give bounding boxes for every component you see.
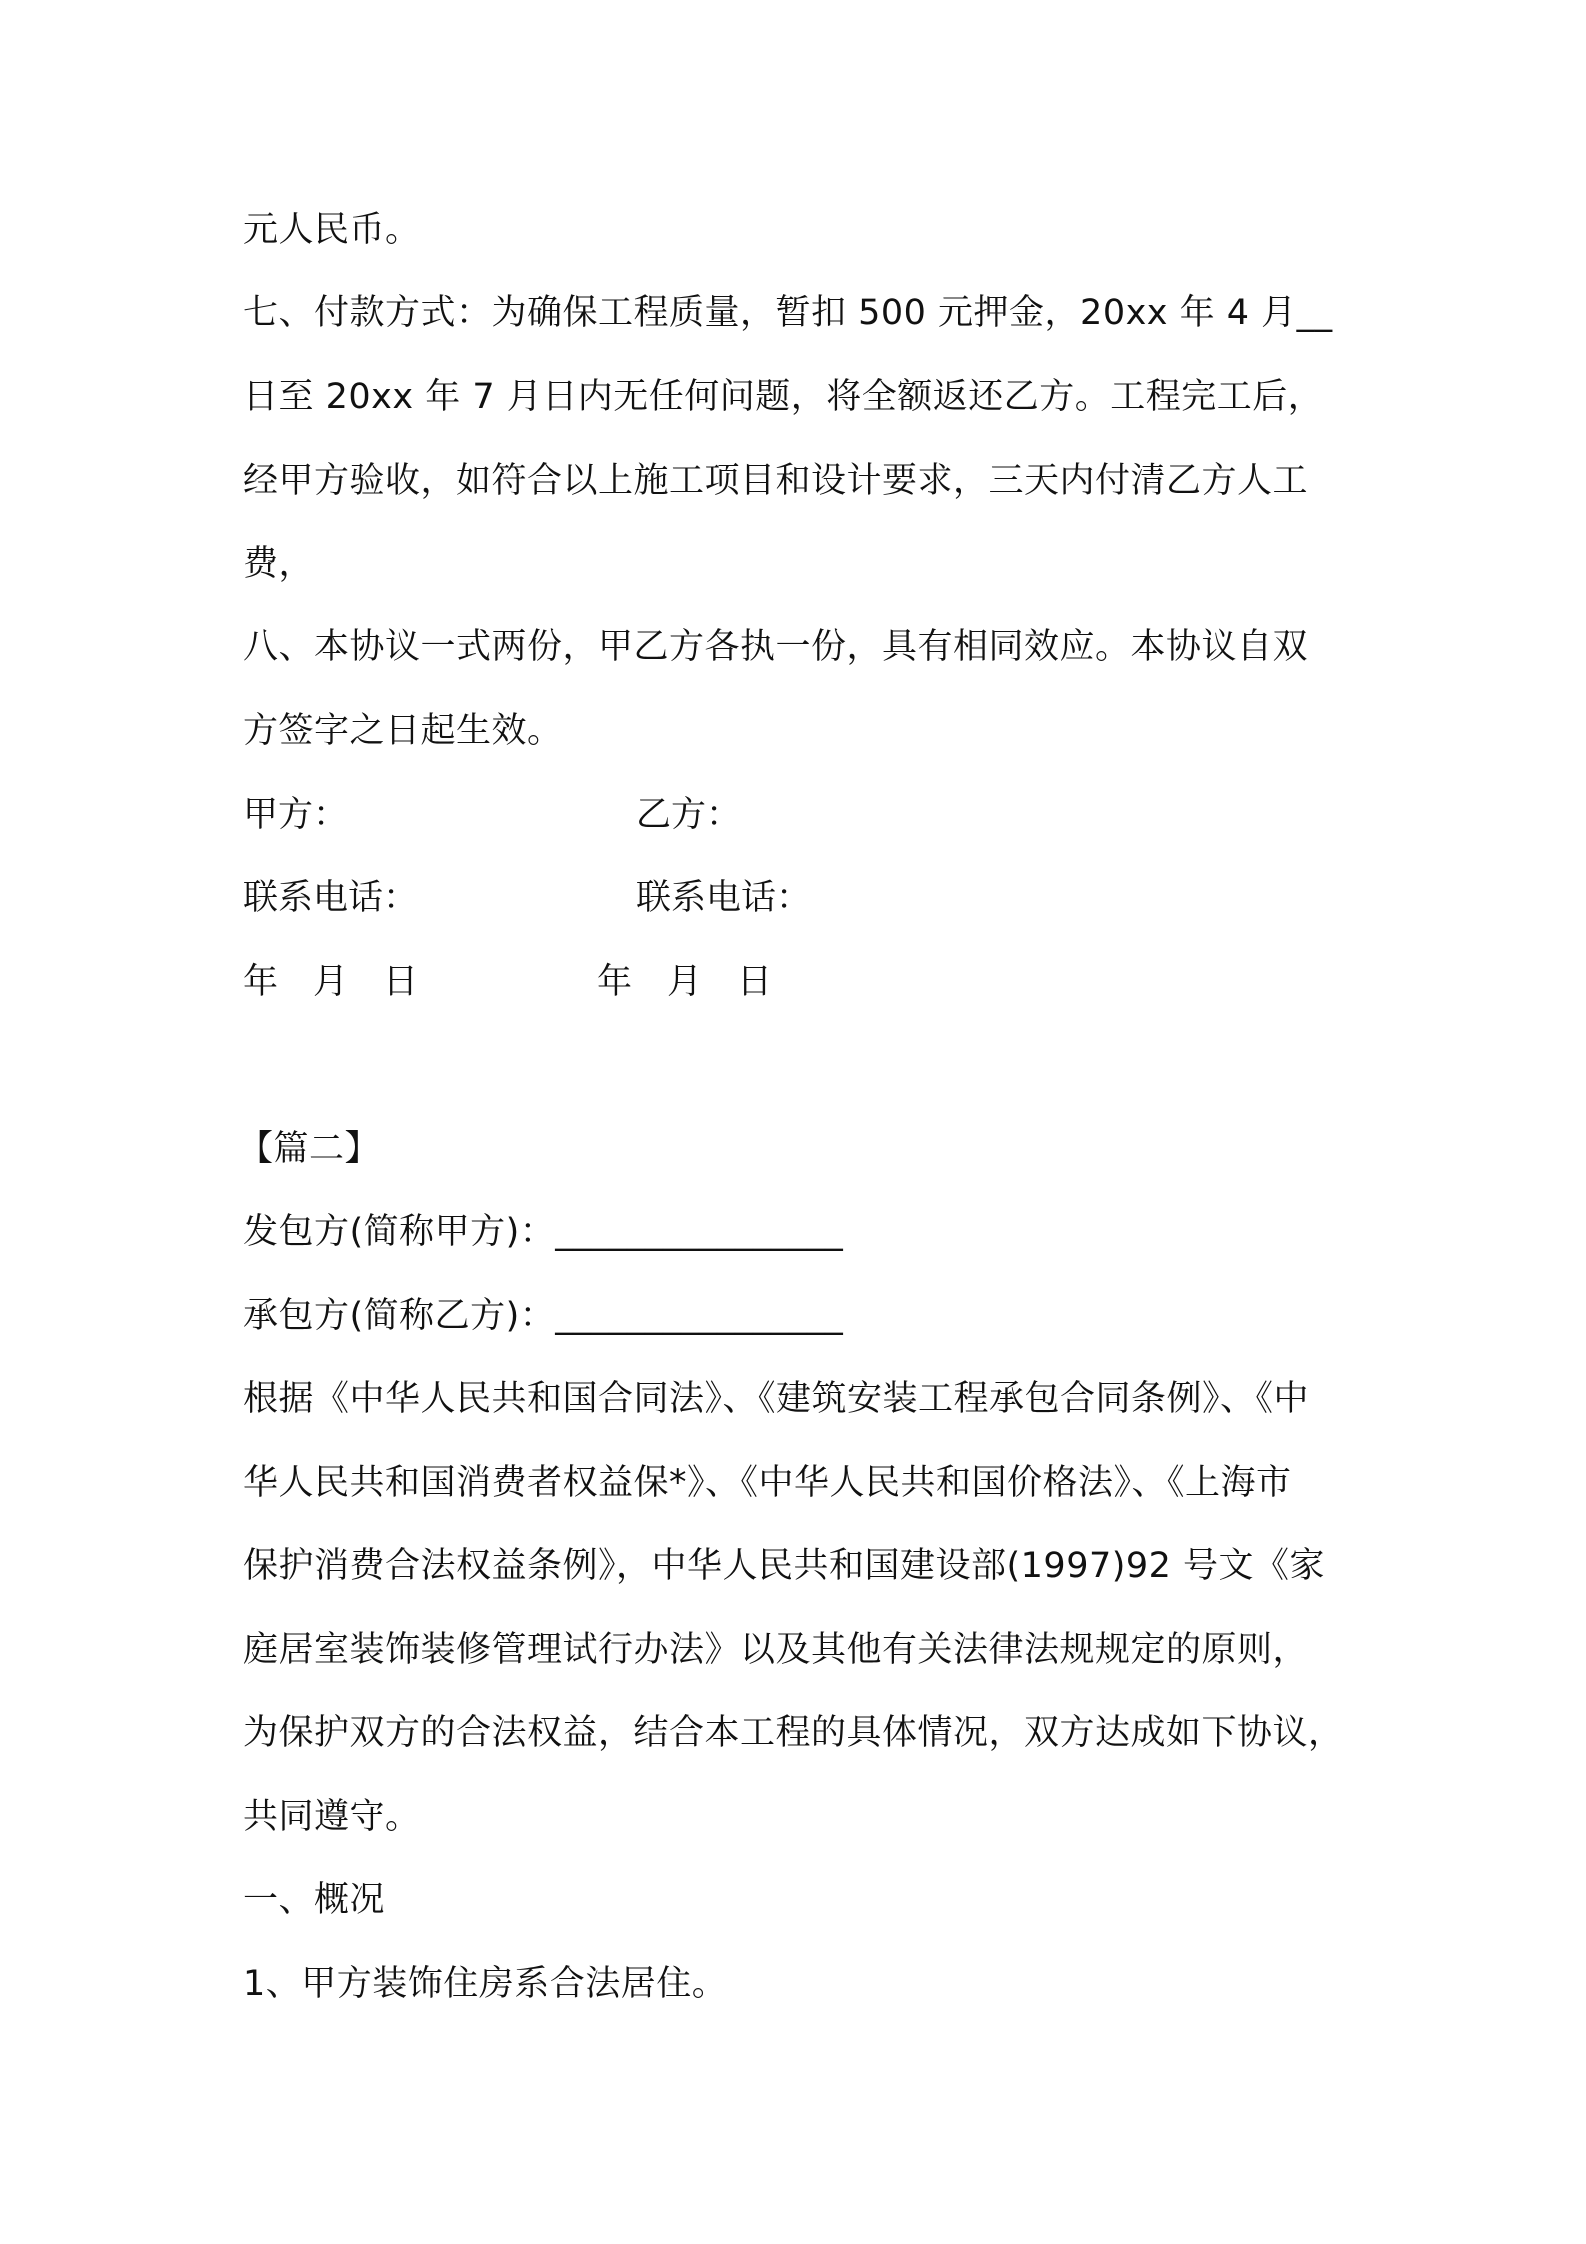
paragraph-line: 费， (243, 544, 315, 584)
paragraph-line: 日至 20xx 年 7 月日内无任何问题，将全额返还乙方。工程完工后， (243, 377, 1324, 417)
paragraph-line: 保护消费合法权益条例》，中华人民共和国建设部(1997)92 号文《家 (243, 1546, 1326, 1586)
client-line: 发包方(简称甲方)：________________ (243, 1212, 844, 1252)
heading-overview: 一、概况 (243, 1880, 386, 1920)
section-title: 【篇二】 (238, 1129, 381, 1169)
signature-date-row (243, 960, 1363, 1004)
paragraph-line: 为保护双方的合法权益，结合本工程的具体情况，双方达成如下协议， (243, 1713, 1344, 1753)
party-a-date: 年 月 日 (243, 962, 419, 1002)
paragraph-line: 根据《中华人民共和国合同法》、《建筑安装工程承包合同条例》、《中 (243, 1379, 1310, 1419)
paragraph-line: 元人民币。 (243, 210, 421, 250)
paragraph-line: 华人民共和国消费者权益保*》、《中华人民共和国价格法》、《上海市 (243, 1463, 1292, 1503)
paragraph-line: 八、本协议一式两份，甲乙方各执一份，具有相同效应。本协议自双 (243, 627, 1309, 667)
paragraph-line: 七、付款方式：为确保工程质量，暂扣 500 元押金，20xx 年 4 月__ (243, 293, 1333, 333)
party-a-phone-label: 联系电话： (243, 878, 419, 918)
list-item: 1、甲方装饰住房系合法居住。 (243, 1964, 728, 2004)
party-b-date: 年 月 日 (597, 962, 773, 1002)
paragraph-line: 共同遵守。 (243, 1797, 421, 1837)
paragraph-line: 方签字之日起生效。 (243, 711, 563, 751)
signature-party-row (243, 793, 1363, 837)
paragraph-line: 庭居室装饰装修管理试行办法》以及其他有关法律法规规定的原则， (243, 1630, 1309, 1670)
signature-phone-row (243, 876, 1363, 920)
party-a-label: 甲方： (243, 795, 349, 835)
party-b-phone-label: 联系电话： (636, 878, 812, 918)
party-b-label: 乙方： (636, 795, 742, 835)
contractor-line: 承包方(简称乙方)：________________ (243, 1296, 844, 1336)
paragraph-line: 经甲方验收，如符合以上施工项目和设计要求，三天内付清乙方人工 (243, 461, 1309, 501)
